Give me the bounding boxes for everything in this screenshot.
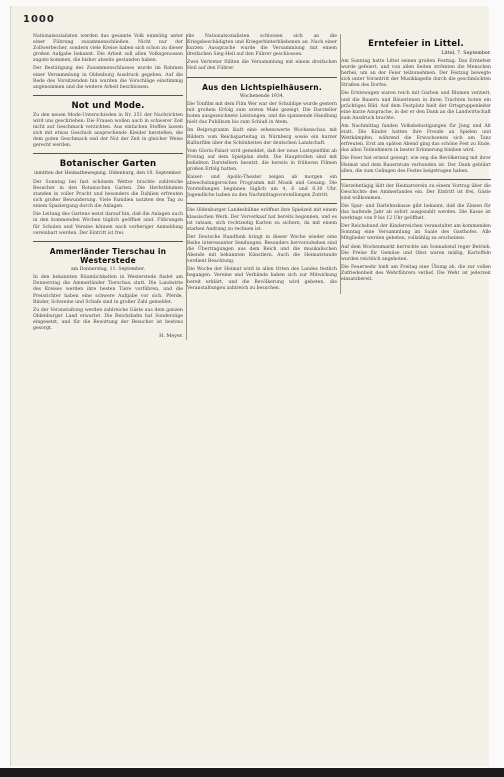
article-paragraph: Zwei Vertreter füllten die Versammlung mit einem dreifachen Heil auf den Führer. <box>187 60 337 72</box>
article-paragraph: Zu der Veranstaltung werden zahlreiche Gäste aus dem ganzen Oldenburger Land erwartet. Die Reichsbahn hat Sonderzüge eingesetzt, und für die Bewirtung der Besucher ist bestens gesorgt. <box>33 307 183 331</box>
page-number: 1000 <box>23 14 55 25</box>
article-paragraph: Am Sonntag hatte Littel seinen großen Festtag. Das Erntefest wurde gefeiert, und von allen Seiten strömten die Menschen herbei, um an der Feier teilzunehmen. Der Festzug bewegte sich unter Vorantritt der Musikkapelle durch die geschmückten Straßen des Dorfes. <box>341 59 491 89</box>
author-signature: H. Meyer. <box>159 334 183 340</box>
section-subtitle: Wochenende 1934. <box>239 93 285 99</box>
section-dateline: Littel, 7. September. <box>441 51 491 56</box>
article-paragraph: Die Woche der Heimat wird in allen Orten des Landes festlich begangen. Vereine und Verbände haben sich zur Mitwirkung bereit erklärt, und die Bevölkerung wird gebeten, die Veranstaltungen zahlreich zu besuchen. <box>187 267 337 291</box>
article-paragraph: Am Nachmittag fanden Volksbelustigungen für Jung und Alt statt. Die Kinder hatten ihre Freude an Spielen und Wettkämpfen, während die Erwachsenen sich am Tanz erfreuten. Erst am späten Abend ging das schöne Fest zu Ende, das allen Teilnehmern in bester Erinnerung bleiben wird. <box>341 123 491 154</box>
column-2 <box>187 34 341 294</box>
article-paragraph: die Nationalsozialisten schlossen sich an die Kriegsbeschädigten und Kriegerhinterbliebenen an. Nach einer kurzen Aussprache wurde die Versammlung mit einem dreifachen Sieg-Heil auf den Führer geschlossen. <box>187 34 337 58</box>
article-paragraph: Die Feier hat erneut gezeigt, wie eng die Bevölkerung mit ihrer Heimat und dem Bauerntum verbunden ist. Der Dank gebührt allen, die zum Gelingen des Festes beigetragen haben. <box>341 156 491 174</box>
article-paragraph: Die Tonfilm mit dem Film Wer war der Schuldige wurde gestern mit großem Erfolg zum ersten Male gezeigt. Die Darsteller boten ausgezeichnete Leistungen, und die spannende Handlung hielt das Publikum bis zum Schluß in Atem. <box>187 102 337 126</box>
news-item: Vierzehntägig lädt der Heimatverein zu einem Vortrag über die Geschichte des Ammerlandes ein. Der Eintritt ist frei, Gäste sind willkommen. <box>341 183 491 201</box>
divider-rule <box>33 241 183 242</box>
news-item: Die Feuerwehr hielt am Freitag eine Übung ab, die zur vollen Zufriedenheit des Wehrführers verlief. Die Wehr ist jederzeit einsatzbereit. <box>341 264 491 282</box>
section-heading: Ammerländer Tierschau in Westerstede <box>49 246 167 265</box>
divider-rule <box>187 203 337 204</box>
newspaper-page <box>10 6 489 766</box>
article-paragraph: Der Bestätigung des Zusammenschlusses wurde im Rahmen einer Versammlung in Oldenburg Ausdruck gegeben. Auf die Rede des Vorsitzenden hin wurden die Vorschläge einstimmig angenommen und die weitere Arbeit beschlossen. <box>33 66 183 90</box>
section-subtitle: inmitten der Heimatbewegung. Oldenburg, den 10. September. <box>34 171 182 177</box>
article-paragraph: Die Erntewagen waren reich mit Garben und Blumen verziert, und die Bauern und Bäuerinnen in ihren Trachten boten ein prächtiges Bild. Auf dem Festplatz hielt der Ortsgruppenleiter eine kurze Ansprache, in der er den Dank an die Landwirtschaft zum Ausdruck brachte. <box>341 91 491 121</box>
divider-rule <box>187 77 337 78</box>
section-heading: Botanischer Garten <box>59 159 157 170</box>
column-1 <box>33 34 187 340</box>
article-paragraph: Die Oldenburger Landesbühne eröffnet ihre Spielzeit mit einem klassischen Werk. Der Vorverkauf hat bereits begonnen, und es ist ratsam, sich rechtzeitig Karten zu sichern, da mit einem starken Andrang zu rechnen ist. <box>187 208 337 232</box>
article-paragraph: Nationalsozialisten werden das gesamte Volk einmütig unter einer Führung zusammenschließen. Nicht nur der Zollwerbecher, sondern viele Kreise haben sich schon zu dieser großen Aufgabe bekannt. Die Arbeit soll allen Volksgenossen zugute kommen, die bisher abseits gestanden haben. <box>33 34 183 64</box>
article-paragraph: Zu den neuen Mode-Unterschieden in Nr. 251 der Nachrichten wird uns geschrieben: Die Frauen wollen auch in schwerer Zeit nicht auf Geschmack verzichten. Aus einfachen Stoffen lassen sich mit etwas Geschick ansprechende Kleider herstellen, die dem guten Geschmack und der Not der Zeit in gleicher Weise gerecht werden. <box>33 112 183 149</box>
divider-rule <box>341 179 491 180</box>
article-paragraph: Der Deutsche Rundfunk bringt in dieser Woche wieder eine Reihe interessanter Sendungen. Besonders hervorzuheben sind die Übertragungen aus dem Reich und die musikalischen Abende mit bekannten Künstlern. Auch die Heimatstunde verdient Beachtung. <box>187 234 337 265</box>
divider-rule <box>33 95 183 96</box>
divider-rule <box>33 153 183 154</box>
article-paragraph: Der Sonntag bei fast schönem Wetter brachte zahlreiche Besucher in den Botanischen Garten. Die Herbstblumen standen in voller Pracht und besonders die Dahlien erfreuten sich großer Bewunderung. Viele Familien nutzten den Tag zu einem Spaziergang durch die Anlagen. <box>33 179 183 210</box>
column-3 <box>341 34 491 285</box>
section-heading: Not und Mode. <box>71 100 145 111</box>
scanner-strip <box>0 768 504 777</box>
news-item: Der Reichsbund der Kinderreichen veranstaltet am kommenden Sonntag eine Versammlung im Saale des Gasthofes. Alle Mitglieder werden gebeten, vollzählig zu erscheinen. <box>341 224 491 242</box>
article-paragraph: In den bekannten Räumlichkeiten in Westerstede findet am Donnerstag die Ammerländer Tierschau statt. Die Landwirte des Kreises werden ihre besten Tiere vorführen, und die Preisrichter haben eine schwere Aufgabe vor sich. Pferde, Rinder, Schweine und Schafe sind in großer Zahl gemeldet. <box>33 275 183 305</box>
news-item: Die Spar- und Darlehnskasse gibt bekannt, daß die Zinsen für das laufende Jahr ab sofort ausgezahlt werden. Die Kasse ist werktags von 9 bis 12 Uhr geöffnet. <box>341 203 491 222</box>
section-heading: Erntefeier in Littel. <box>368 39 464 49</box>
article-paragraph: Vom Gloria-Palast wird gemeldet, daß der neue Lustspielfilm ab Freitag auf dem Spielplan steht. Die Hauptrollen sind mit beliebten Darstellern besetzt, die bereits in früheren Filmen großen Erfolg hatten. <box>187 148 337 172</box>
article-paragraph: Im Beiprogramm läuft eine sehenswerte Wochenschau mit Bildern vom Reichsparteitag in Nürnberg sowie ein kurzer Kulturfilm über die Schönheiten der deutschen Landschaft. <box>187 128 337 146</box>
article-paragraph: Die Leitung des Gartens weist darauf hin, daß die Anlagen auch in den kommenden Wochen täglich geöffnet sind. Führungen für Schulen und Vereine können nach vorheriger Anmeldung vereinbart werden. Der Eintritt ist frei. <box>33 212 183 236</box>
news-item: Auf dem Wochenmarkt herrschte am Sonnabend reger Betrieb. Die Preise für Gemüse und Obst waren mäßig, Kartoffeln wurden reichlich angeboten. <box>341 244 491 262</box>
article-paragraph: Kaiser- und Apollo-Theater zeigen ab morgen ein abwechslungsreiches Programm mit Musik und Gesang. Die Vorstellungen beginnen täglich um 4, 6 und 8.30 Uhr. Jugendliche haben zu den Nachmittagsvorstellungen Zutritt. <box>187 175 337 199</box>
section-subtitle: am Donnerstag, 11. September. <box>71 266 145 272</box>
section-heading: Aus den Lichtspielhäusern. <box>202 82 322 92</box>
